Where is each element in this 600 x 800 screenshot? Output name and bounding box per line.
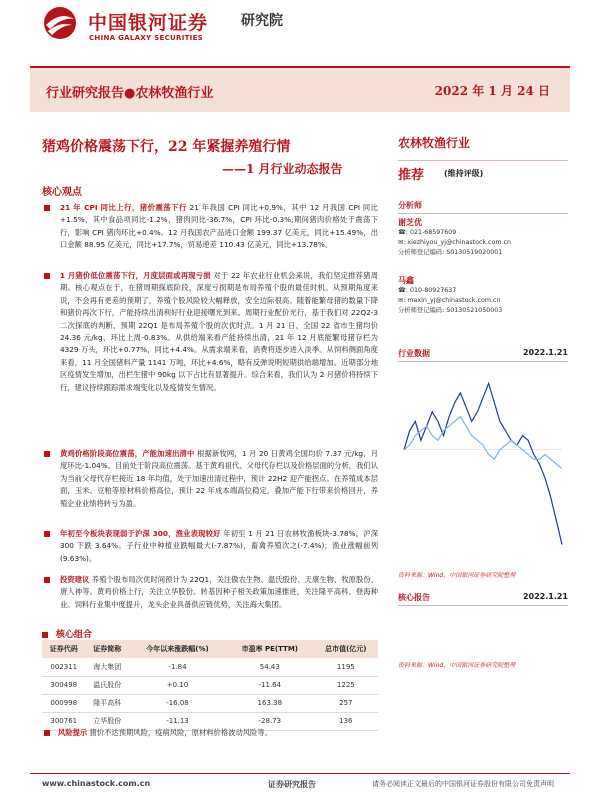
footer-center: 证券研究报告	[268, 780, 316, 789]
bullet-investment	[42, 574, 378, 611]
section-label: 核心观点	[42, 187, 82, 198]
footer-disclaimer: 请务必阅读正文最后的中国银河证券股份有限公司免责声明	[372, 780, 554, 788]
core-report-heading	[398, 592, 568, 606]
logo-cn: 中国银河证券	[88, 12, 209, 34]
analyst-name: 马鑫	[398, 276, 414, 285]
logo-institute: 研究院	[241, 13, 283, 29]
header-band	[30, 66, 570, 112]
bullet-text: 对于 22 年农业行业机会来说，我们坚定推荐猪周期。核心观点在于，在猪周期探底阶段，深度亏损期是布局养殖个股的最佳时机。从预期角度来说，不会再有更差的预期了，养殖个股风险较大幅释放，安全边际很高。随着能繁母猪的数量下降和猪价再次下行，产能持续出清利好行业迎接曙光到来。周期行业配价光行，基于我们对 22Q2-3 二次探底的判断，预期 22Q1 是布局养殖个股的次优时点。1 月 21 日，全国 22 省市生猪均价 24.36 元/kg，环比上周-0.83%。从供给端来看产能持续出清，21 年 12 月底能繁母猪存栏为 4329 万头，环比+0.77%，同比+4.4%。从需求端来看，消费将逐步进入淡季。从饲料侧面角度来看，11 月全国猪料产量 1141 万吨，环比+4.6%，略有反弹说明短期供给端增加。近期部分地区疫情发生增加，出栏生猪中 90kg 以下占比有显著提升。综合来看，我们认为 2 月猪价将持续下行，建议持续跟踪需求端变化以及疫情发生情况。	[60, 271, 378, 392]
report-title: 猪鸡价格震荡下行，22 年紧握养殖行情	[42, 139, 291, 155]
portfolio-label: 核心组合	[42, 627, 92, 640]
report-date: 2022 年 1 月 24 日	[434, 84, 550, 98]
chart-source: 资料来源：Wind，中国银河证券研究院整理	[398, 572, 516, 579]
cell: 002311	[42, 658, 86, 676]
cell: 海大集团	[86, 658, 130, 676]
risk-warning	[42, 728, 378, 738]
cell: 1195	[314, 658, 378, 676]
series-line-0	[404, 384, 562, 545]
bullet-heading: 年初至今板块表现弱于沪深 300，渔业表现较好	[60, 529, 221, 538]
bullet-hog	[42, 270, 378, 394]
table-row	[42, 694, 378, 712]
cell: 温氏股份	[86, 676, 130, 694]
chart-title: 行业数据	[398, 349, 430, 358]
bullet-text: 养殖个股布局次优时间预计为 22Q1，关注傲农生物、温氏股份、天康生物、牧原股份、唐人神等。黄鸡价格上行，关注立华股份。转基因种子相关政策加速推进，关注隆平高科、登海种业。饲料行业集中度提升，龙头企业具备供应链优势，关注海大集团。	[60, 575, 379, 609]
cell: -1.84	[129, 658, 226, 676]
divider	[398, 160, 568, 161]
analyst-card	[398, 276, 568, 316]
analyst-heading: 分析师	[398, 200, 568, 214]
analyst-card	[398, 218, 568, 258]
bullet-market	[42, 528, 378, 565]
analyst-phone: ☎: 010-80927637	[398, 287, 457, 294]
table-row	[42, 658, 378, 676]
logo-en: CHINA GALAXY SECURITIES	[89, 34, 203, 42]
cell: 300498	[42, 676, 86, 694]
bullet-text: 年初至 1 月 21 日农林牧渔板块-3.78%，沪深 300 下跌 3.64%。子行业中种植业跌幅最大(-7.87%)，畜禽养殖次之(-7.4%)；渔业涨幅前列(9.63%)。	[60, 529, 378, 563]
rating: 推荐	[398, 168, 425, 183]
report-category: 行业研究报告●农林牧渔行业	[46, 86, 214, 101]
cell: 54.43	[226, 658, 314, 676]
cell: 136	[314, 712, 378, 730]
analyst-cert: 分析师登记编码: S0130519020001	[398, 249, 503, 256]
cell: 300761	[42, 712, 86, 730]
cell: -28.73	[226, 712, 314, 730]
col-header: 总市值(亿元)	[314, 640, 378, 658]
cell: -11.64	[226, 676, 314, 694]
cell: 163.38	[226, 694, 314, 712]
chart-source: 资料来源：Wind，中国银河证券研究院整理	[398, 662, 516, 669]
col-header: 证券简称	[86, 640, 130, 658]
chart-date: 2022.1.21	[522, 592, 568, 601]
col-header: 今年以来涨跌幅(%)	[129, 640, 226, 658]
industry-name: 农林牧渔行业	[398, 136, 471, 150]
chart-date: 2022.1.21	[522, 348, 568, 357]
cell: -11.13	[129, 712, 226, 730]
analyst-cert: 分析师登记编码: S0130521050003	[398, 307, 503, 314]
bullet-text: 21 年我国 CPI 同比+0.9%，其中 12 月我国 CPI 同比+1.5%，其中食品项同比-1.2%，猪肉同比-36.7%，CPI 环比-0.3%;期间猪肉价格处于震荡下行，影响 CPI 猪肉环比+0.4%。12 月我国农产品进口金额 199.37 亿美元，同比+15.49%，出口金额 88.95 亿美元，同比+17.7%，贸易逆差 110.43 亿美元，同比+13.78%。	[60, 203, 378, 250]
cell: -16.08	[129, 694, 226, 712]
table-header-row	[42, 640, 378, 658]
industry-line-chart	[398, 364, 568, 564]
analyst-name: 谢芝优	[398, 218, 422, 227]
industry-data-heading	[398, 348, 568, 362]
portfolio-table	[42, 640, 378, 731]
bullet-chicken	[42, 448, 378, 510]
analyst-email[interactable]: ✉: xiezhiyou_yj@chinastock.com.cn	[398, 239, 511, 246]
col-header: 市盈率 PE(TTM)	[226, 640, 314, 658]
bullet-heading: 投资建议	[60, 575, 90, 584]
bullet-text: 根据新牧网，1 月 20 日黄鸡全国均价 7.37 元/kg，月度环比-1.04%。目前处于阶段高位震荡。基于黄鸡祖代、父母代存栏以及价格层面的分析，我们认为当前父母代存栏接近 18 年均值，处于加速出清过程中，预计 22H2 迎产能拐点。在养殖成本层面，玉米、豆粕等原材料价格高位，预计 22 年成本端高位稳定，叠加产能下行带来价格回升，养殖企业业绩将转亏为盈。	[60, 449, 379, 508]
analyst-phone: ☎: 021-68597609	[398, 229, 457, 236]
bullet-heading: 21 年 CPI 同比上行，猪价震荡下行	[60, 203, 187, 212]
cell: 立华股份	[86, 712, 130, 730]
footer-divider	[30, 773, 570, 774]
risk-heading: 风险提示	[58, 728, 88, 737]
galaxy-logo-icon	[40, 5, 80, 41]
cell: 1225	[314, 676, 378, 694]
cell: 257	[314, 694, 378, 712]
report-subtitle: ——1 月行业动态报告	[222, 162, 343, 176]
footer-site[interactable]: www.chinastock.com.cn	[42, 779, 151, 788]
table-row	[42, 676, 378, 694]
top-bar	[0, 0, 600, 60]
chart-title: 核心报告	[398, 593, 430, 602]
analyst-email[interactable]: ✉: maxin_yj@chinastock.com.cn	[398, 297, 501, 304]
bullet-cpi	[42, 202, 378, 252]
bullet-heading: 1 月猪价低位震荡下行，月度层面或再现亏损	[60, 271, 211, 280]
cell: +0.10	[129, 676, 226, 694]
cell: 000998	[42, 694, 86, 712]
bullet-heading: 黄鸡价格阶段高位震荡，产能加速出清中	[60, 449, 195, 458]
rating-note: (维持评级)	[444, 169, 484, 178]
risk-text: 猪价不达预期风险，疫病风险，原材料价格波动风险等。	[87, 728, 272, 737]
cell: 隆平高科	[86, 694, 130, 712]
col-header: 证券代码	[42, 640, 86, 658]
